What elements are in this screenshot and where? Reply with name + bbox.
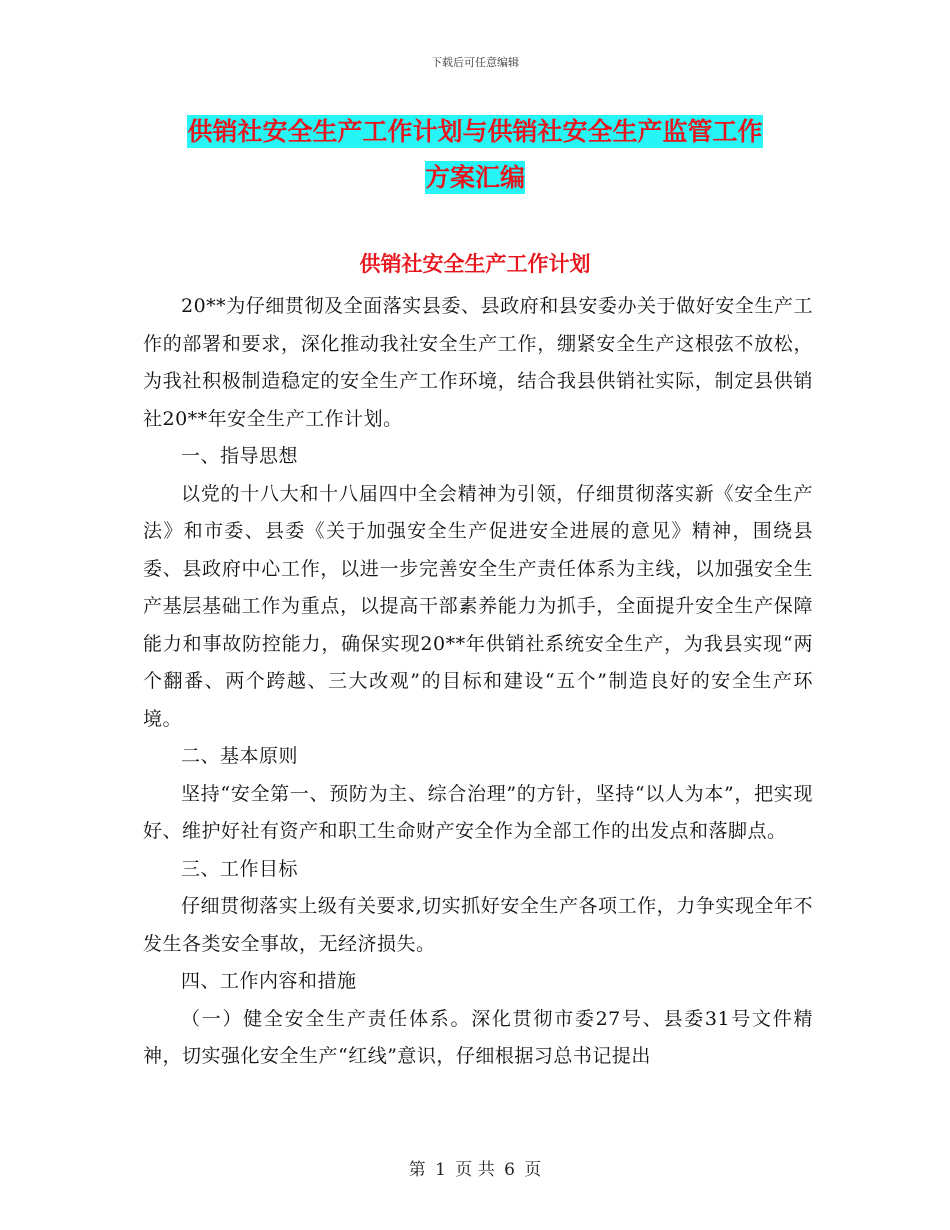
footer-prefix: 第 bbox=[408, 1160, 426, 1180]
heading-guiding-ideology: 一、指导思想 bbox=[181, 445, 299, 467]
document-title-line-2 bbox=[0, 158, 950, 194]
paragraph-intro: 20**为仔细贯彻及全面落实县委、县政府和县安委办关于做好安全生产工作的部署和要求，深化推动我社安全生产工作，绷紧安全生产这根弦不放松，为我社积极制造稳定的安全生产工作环境，结合我县供销社实际，制定县供销社20**年安全生产工作计划。 bbox=[143, 295, 813, 430]
footer-middle: 页 共 bbox=[455, 1160, 495, 1180]
section-title: 供销社安全生产工作计划 bbox=[359, 252, 591, 276]
document-title-text-1: 供销社安全生产工作计划与供销社安全生产监管工作 bbox=[187, 117, 763, 146]
footer-suffix: 页 bbox=[524, 1160, 542, 1180]
document-title-line-1 bbox=[0, 112, 950, 148]
footer-page-number: 1 bbox=[435, 1160, 446, 1180]
heading-basic-principles: 二、基本原则 bbox=[181, 745, 299, 767]
header-note: 下载后可任意编辑 bbox=[431, 56, 519, 69]
footer-total-pages: 6 bbox=[504, 1160, 515, 1180]
paragraph-work-content-1: （一）健全安全生产责任体系。深化贯彻市委27号、县委31号文件精神，切实强化安全生产“红线”意识，仔细根据习总书记提出 bbox=[143, 1007, 813, 1067]
paragraph-basic-principles: 坚持“安全第一、预防为主、综合治理”的方针，坚持“以人为本”，把实现好、维护好社有资产和职工生命财产安全作为全部工作的出发点和落脚点。 bbox=[143, 782, 813, 842]
document-body bbox=[143, 288, 813, 1076]
page-footer bbox=[0, 1155, 950, 1180]
heading-work-content: 四、工作内容和措施 bbox=[181, 970, 357, 992]
document-title-text-2: 方案汇编 bbox=[424, 163, 525, 192]
paragraph-work-goals: 仔细贯彻落实上级有关要求,切实抓好安全生产各项工作，力争实现全年不发生各类安全事故，无经济损失。 bbox=[143, 895, 813, 955]
paragraph-guiding-ideology: 以党的十八大和十八届四中全会精神为引领，仔细贯彻落实新《安全生产法》和市委、县委《关于加强安全生产促进安全进展的意见》精神，围绕县委、县政府中心工作，以进一步完善安全生产责任体系为主线，以加强安全生产基层基础工作为重点，以提高干部素养能力为抓手，全面提升安全生产保障能力和事故防控能力，确保实现20**年供销社系统安全生产，为我县实现“两个翻番、两个跨越、三大改观”的目标和建设“五个”制造良好的安全生产环境。 bbox=[143, 482, 813, 730]
heading-work-goals: 三、工作目标 bbox=[181, 857, 299, 880]
